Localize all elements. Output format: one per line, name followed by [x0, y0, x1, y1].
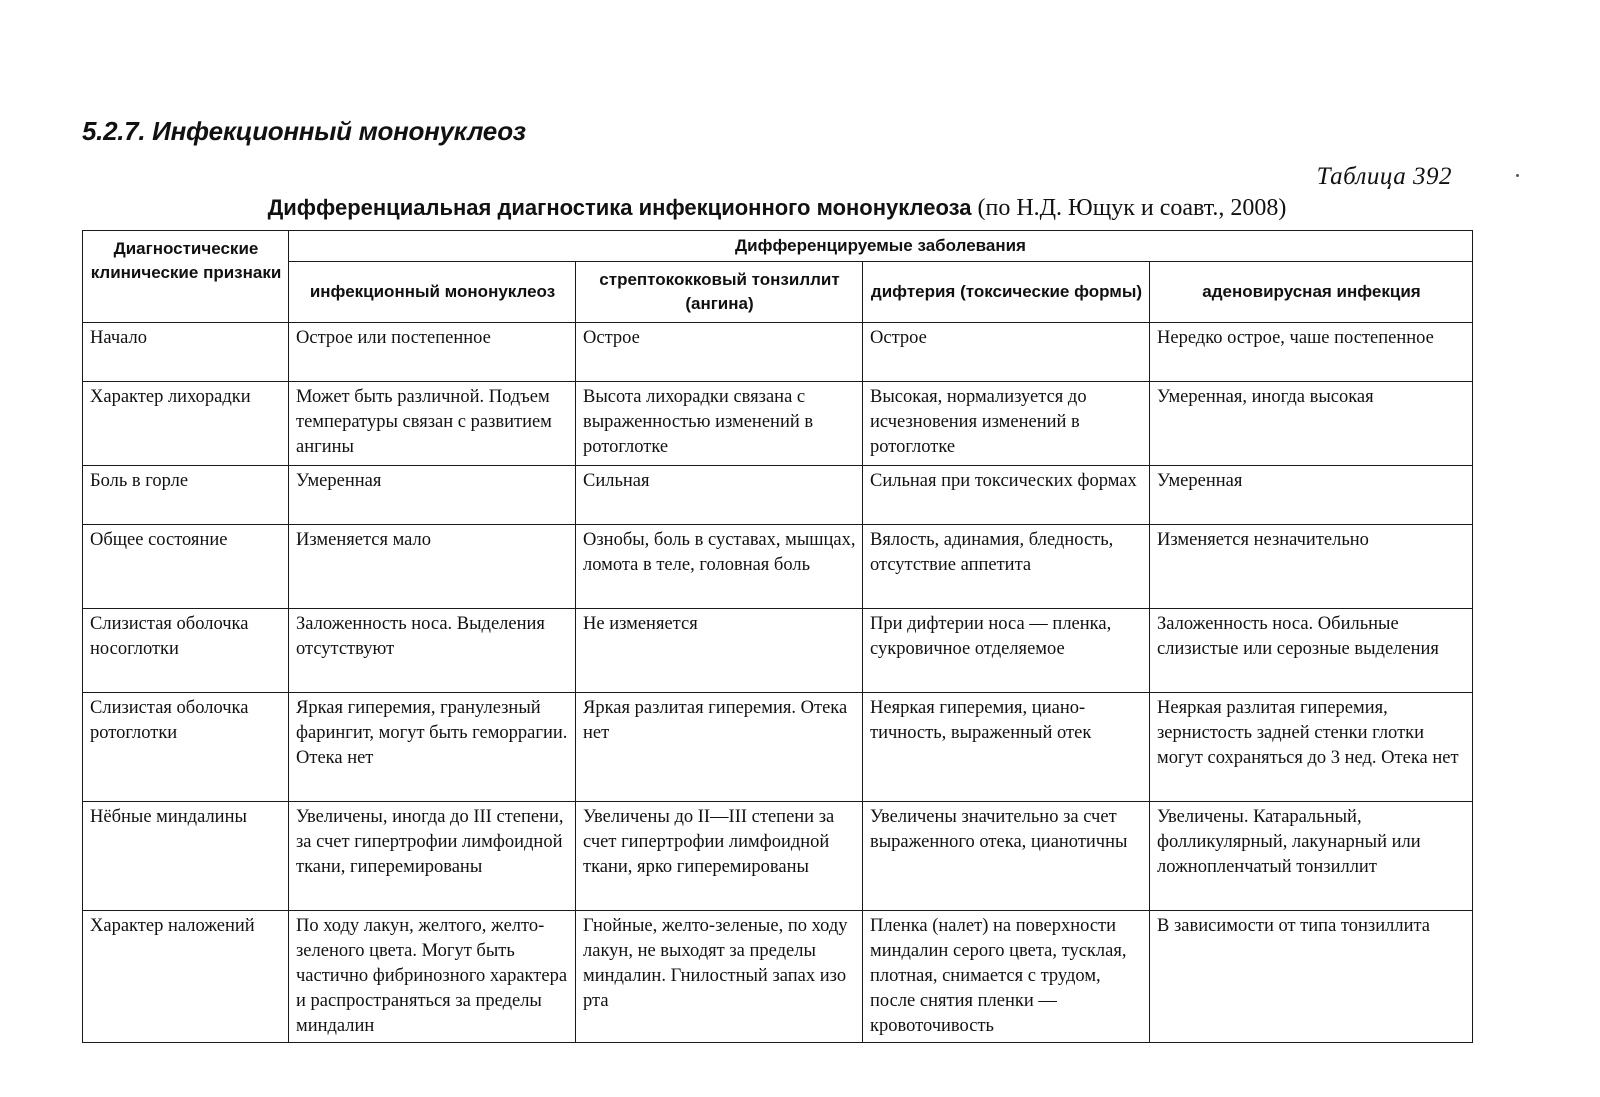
column-header-diphtheria: дифтерия (токсические формы) — [863, 262, 1150, 323]
table-cell: Увеличены. Катаральный, фолликулярный, лакунарный или ложнопленчатый тонзиллит — [1150, 802, 1473, 911]
table-cell: Увеличены значительно за счет выраженного отека, цианотичны — [863, 802, 1150, 911]
table-cell: Нередко острое, чаше постепенное — [1150, 323, 1473, 382]
table-row — [83, 323, 1473, 382]
table-row — [83, 802, 1473, 911]
table-row — [83, 466, 1473, 525]
table-number: Таблица 392 — [1316, 163, 1452, 190]
section-title: 5.2.7. Инфекционный мононуклеоз — [82, 116, 526, 146]
table-cell: Высокая, нормализуется до исчезновения изменений в ротоглотке — [863, 382, 1150, 466]
table-cell: По ходу лакун, желтого, желто-зеленого цвета. Могут быть частично фибринозного характера и распространяться за пределы миндалин — [289, 911, 576, 1043]
table-caption — [82, 195, 1472, 222]
column-header-strep-tonsillitis: стрептококковый тонзиллит (ангина) — [576, 262, 863, 323]
table-caption-source: (по Н.Д. Ющук и соавт., 2008) — [971, 195, 1287, 221]
row-sign-label: Слизистая оболочка ротоглотки — [83, 693, 289, 802]
table-cell: Пленка (налет) на поверхности миндалин серого цвета, тусклая, плотная, снимается с трудом, после снятия пленки — кровоточивость — [863, 911, 1150, 1043]
header-row-columns — [83, 262, 1473, 323]
table-cell: Яркая разлитая гиперемия. Отека нет — [576, 693, 863, 802]
column-header-mononucleosis: инфекционный мононуклеоз — [289, 262, 576, 323]
table-cell: Не изменяется — [576, 609, 863, 693]
table-cell: Острое — [863, 323, 1150, 382]
table-row — [83, 609, 1473, 693]
header-row-group — [83, 231, 1473, 262]
row-sign-label: Характер лихорадки — [83, 382, 289, 466]
table-row — [83, 525, 1473, 609]
row-sign-label: Слизистая оболочка носоглотки — [83, 609, 289, 693]
header-group-diseases: Дифференцируемые заболевания — [289, 231, 1473, 262]
table-cell: Умеренная — [1150, 466, 1473, 525]
table-cell: Острое — [576, 323, 863, 382]
table-cell: Вялость, адинамия, бледность, отсутствие аппетита — [863, 525, 1150, 609]
table-cell: Сильная при токсических формах — [863, 466, 1150, 525]
table-cell: Гнойные, желто-зеленые, по ходу лакун, не выходят за пределы миндалин. Гнилостный запах изо рта — [576, 911, 863, 1043]
table-row — [83, 911, 1473, 1043]
table-cell: Неяркая гиперемия, цианотичность, выраженный отек — [863, 693, 1150, 802]
row-sign-label: Общее состояние — [83, 525, 289, 609]
table-row — [83, 382, 1473, 466]
table-cell: Изменяется незначительно — [1150, 525, 1473, 609]
table-cell: Изменяется мало — [289, 525, 576, 609]
table-cell: Острое или постепенное — [289, 323, 576, 382]
table-row — [83, 693, 1473, 802]
row-sign-label: Нёбные миндалины — [83, 802, 289, 911]
column-header-adenovirus: аденовирусная инфекция — [1150, 262, 1473, 323]
differential-diagnosis-table — [82, 230, 1473, 1043]
table-cell: Увеличены до II—III степени за счет гипертрофии лимфоидной ткани, ярко гиперемированы — [576, 802, 863, 911]
table-cell: Может быть различной. Подъем температуры связан с развитием ангины — [289, 382, 576, 466]
table-cell: Умеренная, иногда высокая — [1150, 382, 1473, 466]
header-corner-signs: Диагностические клинические признаки — [83, 231, 289, 323]
table-cell: Сильная — [576, 466, 863, 525]
scan-speck — [1516, 174, 1519, 177]
table-cell: Заложенность носа. Выделения отсутствуют — [289, 609, 576, 693]
row-sign-label: Начало — [83, 323, 289, 382]
table-cell: В зависимости от типа тонзиллита — [1150, 911, 1473, 1043]
table-cell: При дифтерии носа — пленка, сукровичное отделяемое — [863, 609, 1150, 693]
row-sign-label: Характер наложений — [83, 911, 289, 1043]
table-cell: Увеличены, иногда до III степени, за счет гипертрофии лимфоидной ткани, гиперемированы — [289, 802, 576, 911]
table-cell: Ознобы, боль в суставах, мышцах, ломота в теле, головная боль — [576, 525, 863, 609]
row-sign-label: Боль в горле — [83, 466, 289, 525]
table-cell: Высота лихорадки связана с выраженностью изменений в ротоглотке — [576, 382, 863, 466]
table-cell: Заложенность носа. Обильные слизистые или серозные выделения — [1150, 609, 1473, 693]
table-cell: Яркая гиперемия, гранулезный фарингит, могут быть геморрагии. Отека нет — [289, 693, 576, 802]
table-caption-title: Дифференциальная диагностика инфекционного мононуклеоза — [267, 195, 972, 220]
table-cell: Неяркая разлитая гиперемия, зернистость задней стенки глотки могут сохраняться до 3 нед. Отека нет — [1150, 693, 1473, 802]
table-cell: Умеренная — [289, 466, 576, 525]
